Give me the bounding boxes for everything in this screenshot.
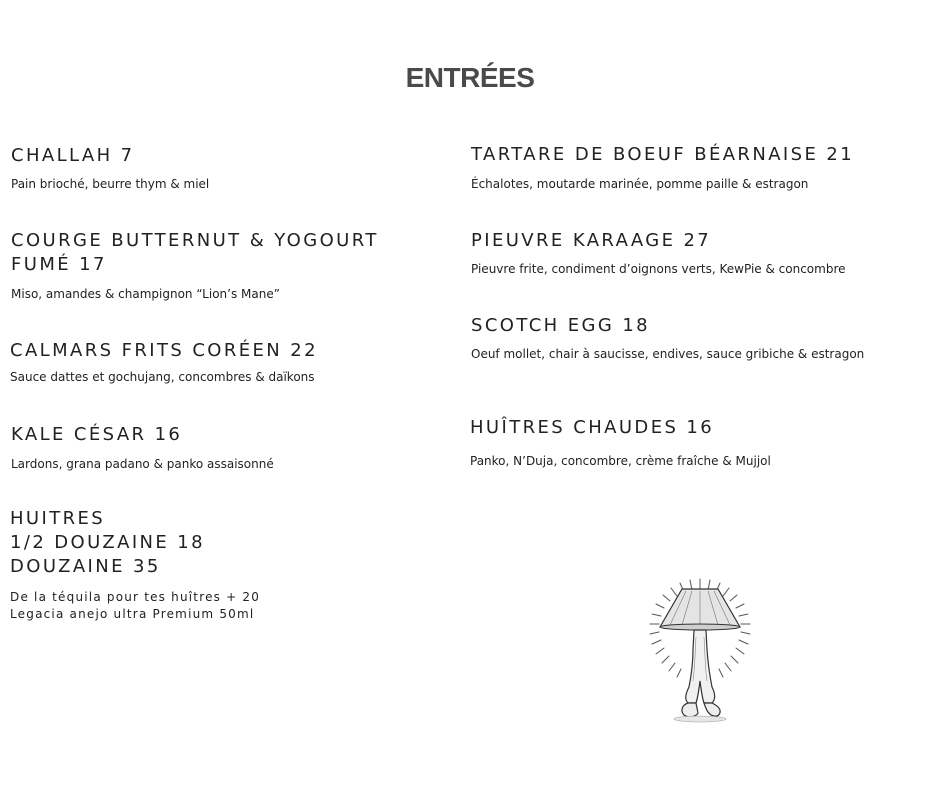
- dish-description: Lardons, grana padano & panko assaisonné: [11, 457, 274, 471]
- dish-description: Oeuf mollet, chair à saucisse, endives, sauce gribiche & estragon: [471, 347, 865, 361]
- menu-item-huitres: [10, 507, 450, 623]
- dish-description: De la téquila pour tes huîtres + 20 Legacia anejo ultra Premium 50ml: [10, 590, 261, 621]
- menu-item-pieuvre: [471, 229, 921, 278]
- dish-name: CALMARS FRITS CORÉEN 22: [10, 340, 318, 361]
- menu-item-calmars: [10, 339, 450, 386]
- lamp-leg-icon: [644, 577, 756, 725]
- menu-item-courge-butternut: [11, 229, 431, 303]
- menu-item-scotch-egg: [471, 314, 871, 363]
- dish-description: Miso, amandes & champignon “Lion’s Mane”: [11, 287, 280, 301]
- dish-name: COURGE BUTTERNUT & YOGOURT FUMÉ 17: [11, 230, 379, 275]
- menu-item-kale-cesar: [11, 423, 451, 473]
- page-title: ENTRÉES: [405, 62, 535, 93]
- dish-description: Pain brioché, beurre thym & miel: [11, 177, 210, 191]
- dish-description: Échalotes, moutarde marinée, pomme paille & estragon: [471, 177, 809, 191]
- menu-item-challah: [11, 144, 451, 193]
- menu-item-tartare: [471, 143, 911, 193]
- dish-name: SCOTCH EGG 18: [471, 315, 651, 336]
- dish-name: PIEUVRE KARAAGE 27: [471, 230, 712, 251]
- menu-item-huitres-chaudes: [470, 416, 910, 470]
- dish-name: TARTARE DE BOEUF BÉARNAISE 21: [471, 144, 855, 165]
- dish-name: HUÎTRES CHAUDES 16: [470, 417, 715, 438]
- dish-name: HUITRES 1/2 DOUZAINE 18 DOUZAINE 35: [10, 508, 205, 577]
- dish-description: Pieuvre frite, condiment d’oignons verts, KewPie & concombre: [471, 262, 846, 276]
- dish-description: Panko, N’Duja, concombre, crème fraîche & Mujjol: [470, 454, 771, 468]
- dish-name: CHALLAH 7: [11, 145, 135, 166]
- dish-name: KALE CÉSAR 16: [11, 424, 183, 445]
- dish-description: Sauce dattes et gochujang, concombres & daïkons: [10, 370, 315, 384]
